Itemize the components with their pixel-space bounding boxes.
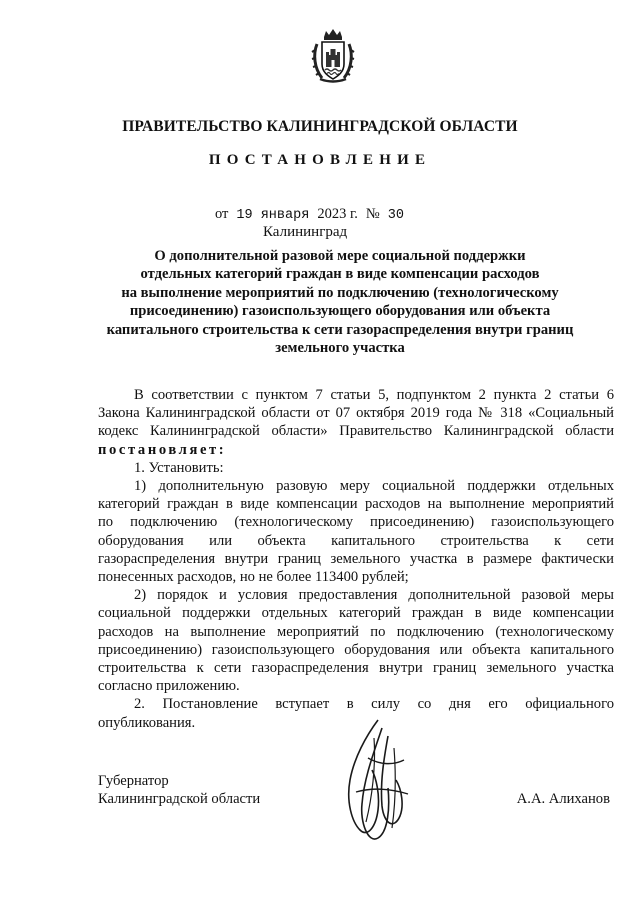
subject-line: О дополнительной разовой мере социальной поддержки bbox=[154, 248, 526, 264]
city: Калининград bbox=[263, 224, 348, 240]
handwritten-signature bbox=[338, 718, 414, 848]
from-label: от bbox=[215, 206, 229, 222]
item-1-1-line: газораспределения внутри границ земельного участка в размере фактически bbox=[98, 550, 614, 567]
document-year: 2023 г. bbox=[317, 206, 358, 222]
date-number-line bbox=[215, 206, 404, 223]
item-1-2-line: 2) порядок и условия предоставления дополнительной разовой меры bbox=[134, 587, 614, 604]
intro-line: Закона Калининградской области от 07 октября 2019 года № 318 «Социальный bbox=[98, 405, 614, 422]
item-1-2-line: присоединению) газоиспользующего оборудования или объекта капитального bbox=[98, 641, 614, 658]
item-1-heading: 1. Установить: bbox=[134, 459, 224, 476]
item-2-line: опубликования. bbox=[98, 714, 196, 731]
document-number: 30 bbox=[387, 208, 404, 223]
document-body bbox=[98, 386, 614, 732]
item-1-2-line: социальной поддержки отдельных категорий граждан в виде компенсации bbox=[98, 605, 614, 622]
resolves-word: постановляет: bbox=[98, 441, 227, 458]
signer-name: А.А. Алиханов bbox=[516, 791, 610, 807]
item-1-1-line: 1) дополнительную разовую меру социальной поддержки отдельных bbox=[134, 478, 614, 495]
subject-line: присоединению) газоиспользующего оборудования или объекта bbox=[129, 303, 551, 320]
number-label: № bbox=[365, 206, 380, 222]
item-1-1-line: по подключению (технологическому присоединению) газоиспользующего bbox=[98, 514, 614, 531]
item-1-2-line: строительства к сети газораспределения внутри границ земельного участка bbox=[98, 660, 614, 677]
item-1-1-line: понесенных расходов, но не более 113400 рублей; bbox=[98, 569, 409, 586]
intro-line: В соответствии с пунктом 7 статьи 5, подпунктом 2 пункта 2 статьи 6 bbox=[134, 387, 614, 403]
signer-position-line: Губернатор bbox=[98, 773, 169, 789]
document-date: 19 января bbox=[236, 208, 310, 223]
item-2-line: 2. Постановление вступает в силу со дня его официального bbox=[134, 696, 614, 713]
item-1-2-line: расходов на выполнение мероприятий по подключению (технологическому bbox=[98, 623, 614, 640]
government-title: ПРАВИТЕЛЬСТВО КАЛИНИНГРАДСКОЙ ОБЛАСТИ bbox=[122, 118, 518, 135]
item-1-2-line: согласно приложению. bbox=[98, 678, 240, 695]
subject-line: капитального строительства к сети газораспределения внутри границ bbox=[106, 321, 574, 338]
intro-line: кодекс Калининградской области» Правительство Калининградской области bbox=[98, 423, 614, 440]
item-1-1-line: оборудования или объекта капитального строительства к сети bbox=[98, 532, 614, 549]
subject-line: отдельных категорий граждан в виде компенсации расходов bbox=[140, 266, 540, 283]
signer-position-line: Калининградской области bbox=[98, 791, 261, 807]
subject-line: на выполнение мероприятий по подключению (технологическому bbox=[121, 284, 559, 301]
coat-of-arms-icon bbox=[311, 28, 355, 84]
document-subject bbox=[100, 247, 580, 357]
signer-position bbox=[98, 772, 260, 808]
item-1-1-line: категорий граждан в виде компенсации расходов на выполнение мероприятий bbox=[98, 496, 614, 513]
document-type: ПОСТАНОВЛЕНИЕ bbox=[208, 152, 432, 168]
subject-line: земельного участка bbox=[275, 340, 405, 357]
